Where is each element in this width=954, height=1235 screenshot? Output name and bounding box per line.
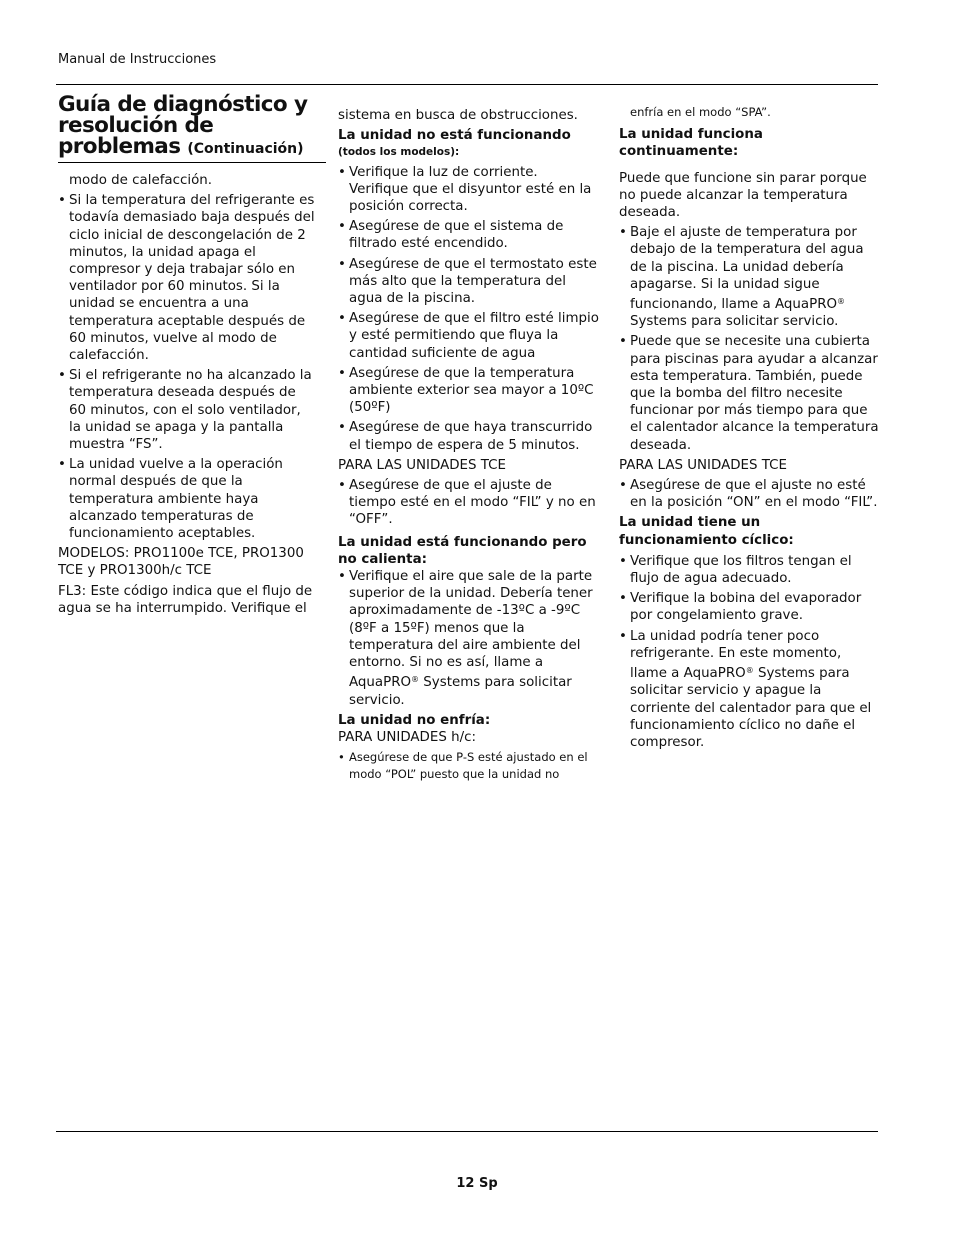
col1-lead: modo de calefacción. bbox=[69, 173, 213, 188]
col3-paragraph: Puede que funcione sin parar porque no puede alcanzar la temperatura deseada. bbox=[619, 170, 867, 221]
col3-lead: enfría en el modo “SPA”. bbox=[630, 105, 771, 119]
list-item: • Si el refrigerante no ha alcanzado la temperatura deseada después de 60 minutos, con el solo ventilador, la unidad se apaga y la pantalla muestra “FS”. bbox=[58, 367, 316, 453]
col2-bullet-list-3 bbox=[338, 568, 600, 709]
heading-running-no-heat: La unidad está funcionando pero no calienta: bbox=[338, 534, 587, 567]
heading-cyclic-operation: La unidad tiene un funcionamiento cíclico: bbox=[619, 515, 794, 548]
list-item: • Verifique la luz de corriente. Verifique que el disyuntor esté en la posición correcta. bbox=[338, 164, 600, 216]
registered-mark: ® bbox=[745, 666, 754, 676]
registered-mark: ® bbox=[411, 675, 420, 685]
list-item: • Asegúrese de que el ajuste de tiempo esté en el modo “FIL” y no en “OFF”. bbox=[338, 477, 600, 529]
list-item bbox=[619, 628, 881, 751]
models-text: MODELOS: PRO1100e TCE, PRO1300 TCE y PRO1300h/c TCE bbox=[58, 546, 304, 579]
section-title-continued: (Continuación) bbox=[187, 141, 304, 157]
list-item: • La unidad vuelve a la operación normal después de que la temperatura ambiente haya alcanzado temperaturas de funcionamiento aceptables. bbox=[58, 456, 316, 542]
col2-lead: sistema en busca de obstrucciones. bbox=[338, 108, 578, 123]
list-item: • Asegúrese de que el sistema de filtrado esté encendido. bbox=[338, 218, 600, 252]
heading-runs-continuously: La unidad funciona continuamente: bbox=[619, 127, 763, 160]
list-item-text: Verifique el aire que sale de la parte superior de la unidad. Debería tener aproximadamente de -13ºC a -9ºC (8ºF a 15ºF) menos que la temperatura del aire ambiente del entorno. Si no es así, llame a AquaPRO bbox=[349, 569, 593, 691]
manual-title: Manual de Instrucciones bbox=[58, 52, 217, 67]
list-item: • Asegúrese de que el termostato este más alto que la temperatura del agua de la piscina. bbox=[338, 256, 600, 308]
heading-not-running: La unidad no está funcionando bbox=[338, 128, 571, 144]
column-3 bbox=[619, 104, 881, 754]
tce-label: PARA LAS UNIDADES TCE bbox=[338, 457, 506, 473]
page-number: 12 Sp bbox=[456, 1176, 498, 1191]
hc-label: PARA UNIDADES h/c: bbox=[338, 729, 476, 745]
column-1 bbox=[58, 172, 316, 620]
col2-bullet-list-2 bbox=[338, 477, 600, 529]
list-item-text: Systems para solicitar servicio. bbox=[349, 675, 572, 708]
list-item: • Puede que se necesite una cubierta para piscinas para ayudar a alcanzar esta temperatura. También, puede que la bomba del filtro necesite funcionar por más tiempo para que el calentador alcance la temperatura deseada. bbox=[619, 333, 881, 453]
fl3-text: FL3: Este código indica que el flujo de agua se ha interrumpido. Verifique el bbox=[58, 583, 313, 616]
col3-bullet-list-1 bbox=[619, 224, 881, 454]
list-item: • Asegúrese de que el ajuste no esté en la posición “ON” en el modo “FIL”. bbox=[619, 477, 881, 511]
registered-mark: ® bbox=[837, 297, 846, 307]
list-item: • Asegúrese de que la temperatura ambiente exterior sea mayor a 10ºC (50ºF) bbox=[338, 365, 600, 417]
list-item-text: Systems para solicitar servicio y apague la corriente del calentador para que el funcionamiento cíclico no dañe el compresor. bbox=[630, 666, 872, 750]
section-title-main: Guía de diagnóstico y resolución de problemas bbox=[58, 92, 308, 159]
col2-bullet-list-4 bbox=[338, 749, 600, 783]
list-item-text: Systems para solicitar servicio. bbox=[630, 314, 839, 330]
list-item bbox=[338, 568, 600, 709]
list-item: • Verifique la bobina del evaporador por congelamiento grave. bbox=[619, 590, 881, 624]
tce-label: PARA LAS UNIDADES TCE bbox=[619, 457, 787, 473]
list-item bbox=[619, 224, 881, 330]
col3-bullet-list-2 bbox=[619, 477, 881, 511]
list-item: • Asegúrese de que haya transcurrido el tiempo de espera de 5 minutos. bbox=[338, 419, 600, 453]
column-2 bbox=[338, 107, 600, 787]
header-rule bbox=[56, 84, 878, 85]
section-title bbox=[58, 94, 326, 160]
heading-not-cooling: La unidad no enfría: bbox=[338, 712, 491, 728]
list-item-text: La unidad podría tener poco refrigerante. En este momento, llame a AquaPRO bbox=[630, 628, 842, 682]
list-item: • Asegúrese de que P-S esté ajustado en el modo “POL” puesto que la unidad no bbox=[338, 749, 600, 783]
list-item: • Verifique que los filtros tengan el flujo de agua adecuado. bbox=[619, 553, 881, 587]
footer-rule bbox=[56, 1131, 878, 1132]
section-title-block bbox=[58, 94, 326, 163]
list-item: • Si la temperatura del refrigerante es todavía demasiado baja después del ciclo inicial de descongelación de 2 minutos, la unidad apaga el compresor y deja trabajar sólo en ventilador por 60 minutos. Si la unidad se encuentra a una temperatura aceptable después de 60 minutos, vuelve al modo de calefacción. bbox=[58, 192, 316, 364]
list-item: • Asegúrese de que el filtro esté limpio y esté permitiendo que fluya la cantidad suficiente de agua bbox=[338, 310, 600, 362]
heading-not-running-sub: (todos los modelos): bbox=[338, 146, 460, 159]
col3-bullet-list-3 bbox=[619, 553, 881, 751]
col1-bullet-list bbox=[58, 192, 316, 542]
col2-bullet-list-1 bbox=[338, 164, 600, 454]
list-item-text: Baje el ajuste de temperatura por debajo de la temperatura del agua de la piscina. La unidad debería apagarse. Si la unidad sigue funcionando, llame a AquaPRO bbox=[630, 225, 864, 313]
